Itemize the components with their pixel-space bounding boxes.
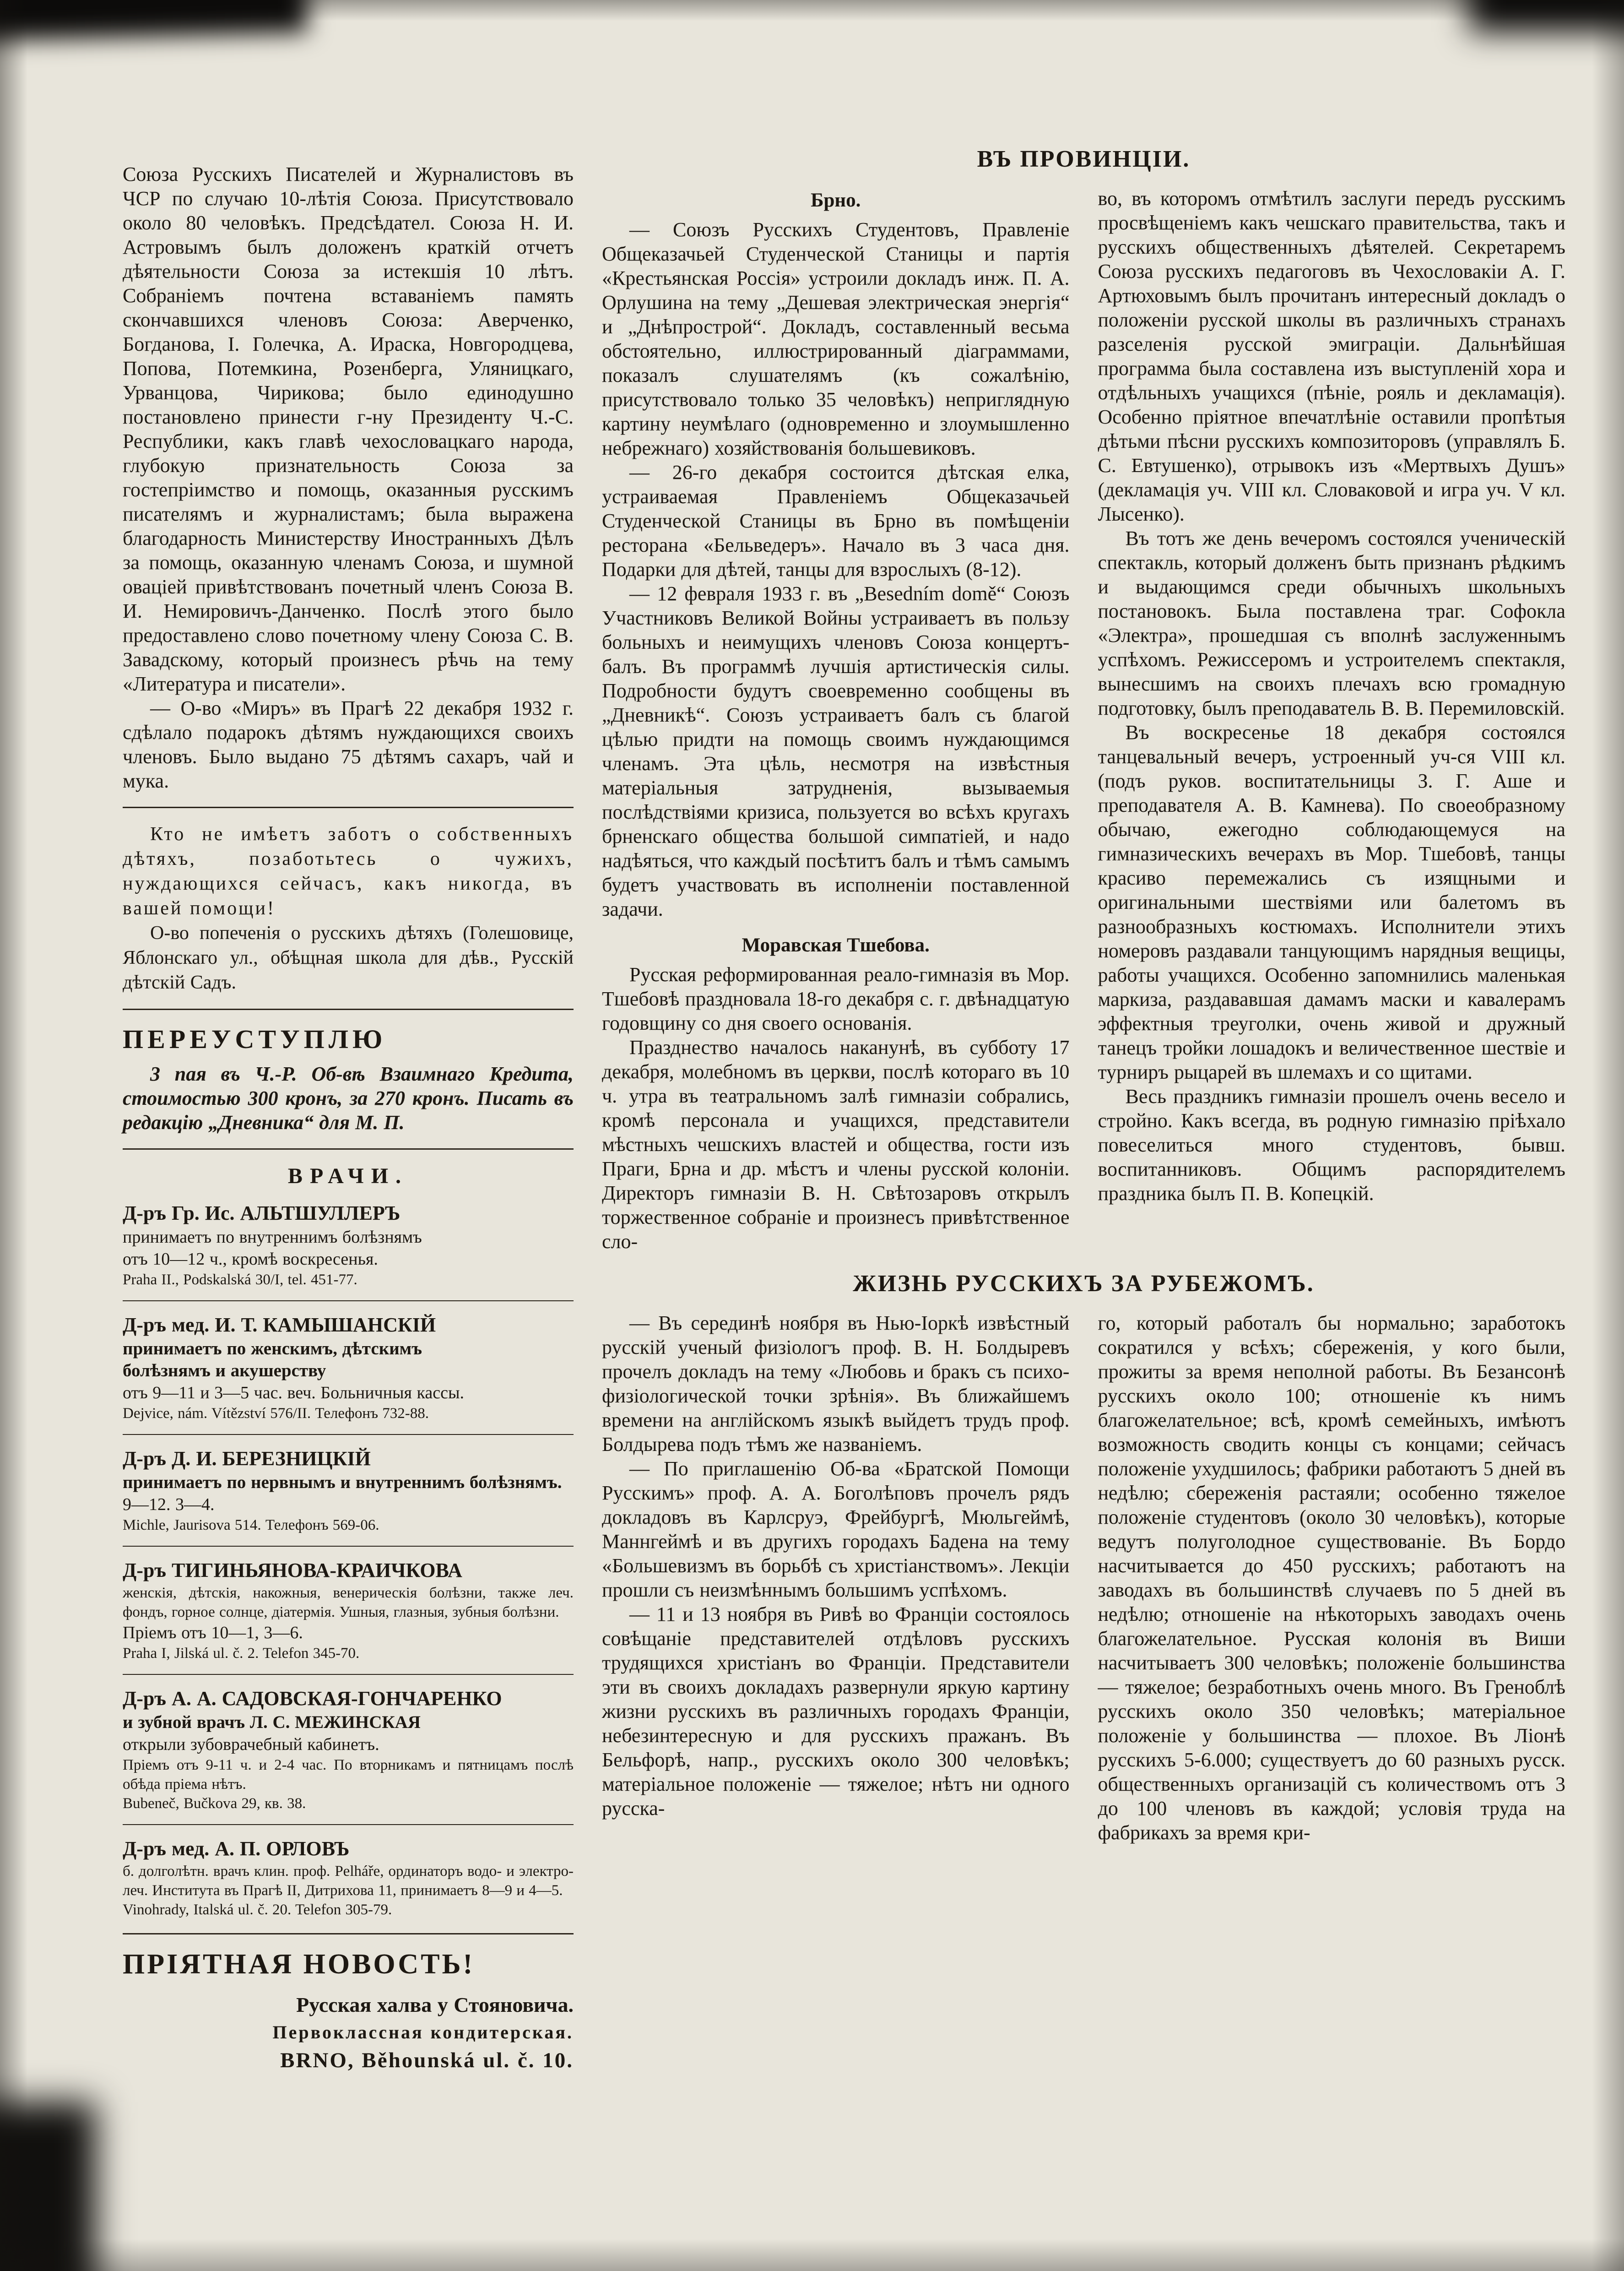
middle-column-upper	[602, 186, 1070, 1254]
divider-rule	[123, 1148, 574, 1150]
doctor-ad-line: Д-ръ мед. А. П. ОРЛОВЪ	[123, 1837, 350, 1860]
doctor-ad-line: принимаетъ по нервнымъ и внутреннимъ болѣзнямъ.	[123, 1472, 562, 1492]
scan-edge-right	[1592, 0, 1624, 2271]
doctor-ad-line: б. долголѣтн. врачъ клин. проф. Pelháře, ординаторъ водо- и электро-леч. Института въ Прагѣ II, Дитрихова 11, принимаетъ 8—9 и 4—5.	[123, 1863, 574, 1899]
scan-edge-top-left	[0, 0, 308, 41]
pleasant-news-title: ПРІЯТНАЯ НОВОСТЬ!	[123, 1949, 475, 1980]
article-paragraph: Русская реформированная реало-гимназія въ Мор. Тшебовѣ праздновала 18-го декабря с. г. двѣнадцатую годовщину со дня своего основанія.	[602, 963, 1070, 1034]
doctor-ad-line: болѣзнямъ и акушерству	[123, 1361, 326, 1380]
divider-rule	[123, 1009, 574, 1010]
article-paragraph: — 11 и 13 ноября въ Ривѣ во Франціи состоялось совѣщаніе представителей отдѣловъ русскихъ трудящихся христіанъ во Франціи. Представители эти въ своихъ докладахъ развернули яркую картину жизни русскихъ въ различныхъ городахъ Франціи, небезинтересную и для русскихъ пражанъ. Въ Бельфорѣ, напр., русскихъ около 300 человѣкъ; матеріальное положеніе — тяжелое; нѣтъ ни одного русска-	[602, 1603, 1070, 1820]
doctor-ad-line: Vinohrady, Italská ul. č. 20. Telefon 305-79.	[123, 1902, 392, 1918]
trebova-news-part1	[602, 962, 1070, 1254]
right-column-lower	[1098, 1311, 1566, 1845]
halva-ad-line: Первоклассная кондитерская.	[272, 2022, 574, 2043]
classified-ad-text: 3 пая въ Ч.-Р. Об-вѣ Взаимнаго Кредита, стоимостью 300 кронъ, за 270 кронъ. Писать въ редакцію „Дневника“ для М. П.	[123, 1063, 574, 1134]
abroad-columns	[602, 1311, 1565, 1845]
doctor-ad-orlov	[123, 1836, 574, 1919]
children-charity-appeal	[123, 822, 574, 995]
scan-edge-top	[0, 0, 1624, 21]
middle-column-lower	[602, 1311, 1070, 1820]
article-paragraph: — По приглашенію Об-ва «Братской Помощи Русскимъ» проф. А. А. Боголѣповъ прочелъ рядъ докладовъ въ Карлсруэ, Фрейбургѣ, Мюльгеймѣ, Маннгеймѣ и въ другихъ городахъ Бадена на тему «Большевизмъ въ борьбѣ съ христіанствомъ». Лекціи прошли съ неизмѣннымъ большимъ успѣхомъ.	[602, 1457, 1070, 1601]
doctor-ad-line: Д-ръ ТИГИНЬЯНОВА-КРАИЧКОВА	[123, 1559, 462, 1581]
article-paragraph: — Союзъ Русскихъ Студентовъ, Правленіе Общеказачьей Студенческой Станицы и партія «Крестьянская Россія» устроили докладъ инж. П. А. Орлушина на тему „Дешевая электрическая энергія“ и „Днѣпрострой“. Докладъ, составленный весьма обстоятельно, иллюстрированный діаграммами, показалъ слушателямъ (къ сожалѣнію, присутствовало только 35 человѣкъ) неприглядную картину неумѣлаго (одновременно и злоумышленно небрежнаго) хозяйствованія большевиковъ.	[602, 218, 1070, 459]
doctor-ad-line: Пріемъ отъ 10—1, 3—6.	[123, 1623, 303, 1642]
scan-edge-left	[0, 0, 27, 2271]
article-paragraph: Въ тотъ же день вечеромъ состоялся ученическій спектакль, который долженъ быть признанъ рѣдкимъ и выдающимся среди обычныхъ школьныхъ постановокъ. Была поставлена траг. Софокла «Электра», прошедшая съ вполнѣ заслуженнымъ успѣхомъ. Режиссеромъ и устроителемъ спектакля, вынесшимъ на своихъ плечахъ всю громадную подготовку, былъ преподаватель В. В. Перемиловскій.	[1098, 527, 1565, 719]
halva-ad	[123, 1991, 574, 2075]
article-paragraph: — 12 февраля 1933 г. въ „Besedním domě“ Союзъ Участниковъ Великой Войны устраиваетъ въ пользу больныхъ и неимущихъ членовъ Союза концертъ-балъ. Въ программѣ лучшія артистическія силы. Подробности будутъ своевременно сообщены въ „Дневникѣ“. Союзъ устраиваетъ балъ съ благой цѣлью придти на помощь своимъ нуждающимся членамъ. Эта цѣль, несмотря на извѣстныя матеріальныя затрудненія, вызываемыя послѣдствіями кризиса, пользуется во всѣхъ кругахъ брненскаго общества большой симпатіей, и надо надѣяться, что каждый посѣтитъ балъ и тѣмъ самымъ будетъ участвовать въ исполненіи поставленной задачи.	[602, 582, 1070, 920]
subheading-moravska-trebova: Моравская Тшебова.	[742, 934, 930, 956]
doctor-ad-line: и зубной врачъ Л. С. МЕЖИНСКАЯ	[123, 1712, 421, 1732]
doctor-ad-line: отъ 9—11 и 3—5 час. веч. Больничныя кассы.	[123, 1383, 465, 1402]
divider-rule	[123, 1300, 574, 1301]
article-paragraph: — 26-го декабря состоится дѣтская елка, устраиваемая Правленіемъ Общеказачьей Студенческой Станицы въ Брно въ помѣщеніи ресторана «Бельведеръ». Начало въ 3 часа дня. Подарки для дѣтей, танцы для взрослыхъ (8-12).	[602, 461, 1070, 581]
doctor-ad-line: Michle, Jaurisova 514. Телефонъ 569-06.	[123, 1517, 379, 1533]
doctor-ad-tiginyanova	[123, 1558, 574, 1663]
article-paragraph: — Въ серединѣ ноября въ Нью-Іоркѣ извѣстный русскій ученый физіологъ проф. В. Н. Болдыревъ прочелъ докладъ на тему «Любовь и бракъ съ психо-физіологической точки зрѣнія». Въ ближайшемъ времени на англійскомъ языкѣ выйдетъ трудъ проф. Болдырева подъ тѣмъ же названіемъ.	[602, 1312, 1070, 1456]
article-paragraph: во, въ которомъ отмѣтилъ заслуги передъ русскимъ просвѣщеніемъ какъ чешскаго правительства, такъ и русскихъ общественныхъ дѣятелей. Секретаремъ Союза русскихъ педагоговъ въ Чехословакіи А. Г. Артюховымъ былъ прочитанъ интересный докладъ о положеніи русской школы въ различныхъ странахъ разселенія русской эмиграціи. Дальнѣйшая программа была составлена изъ выступленій хора и отдѣльныхъ учащихся (пѣніе, рояль и декламація). Особенно пріятное впечатлѣніе оставили пропѣтыя дѣтьми пѣсни русскихъ композиторовъ (управлялъ Б. С. Евтушенко), отрывокъ изъ «Мертвыхъ Душъ» (декламація уч. VIII кл. Словаковой и игра уч. V кл. Лысенко).	[1098, 187, 1565, 525]
province-and-abroad-region	[602, 146, 1565, 2075]
halva-ad-line: Русская халва у Стояновича.	[296, 1993, 574, 2016]
divider-rule	[123, 1434, 574, 1435]
doctor-ad-line: Dejvice, nám. Vítězství 576/II. Телефонъ 732-88.	[123, 1405, 429, 1422]
article-paragraph: го, который работалъ бы нормально; заработокъ сократился у всѣхъ; сбереженія, у кого были, прожиты за время неполной работы. Въ Безансонѣ русскихъ около 100; отношеніе къ нимъ благожелательное; всѣ, кромѣ семейныхъ, имѣютъ возможность сводить концы съ концами; сейчасъ положеніе ухудшилось; фабрики работаютъ 5 дней въ недѣлю; сбереженія растаяли; особенно тяжелое положеніе студентовъ (около 30 человѣкъ), которые ведутъ полуголодное существованіе. Въ Бордо насчитывается до 450 русскихъ; работаютъ на заводахъ въ большинствѣ случаевъ по 5 дней въ недѣлю; отношеніе на нѣкоторыхъ заводахъ очень благожелательное. Русская колонія въ Виши насчитываетъ 300 человѣкъ; положеніе большинства — тяжелое; безработныхъ очень много. Въ Греноблѣ русскихъ около 350 человѣкъ; матеріальное положеніе у большинства — плохое. Въ Ліонѣ русскихъ 5-6.000; существуетъ до 60 разныхъ русск. общественныхъ организацій съ количествомъ отъ 3 до 100 членовъ въ каждой; условія труда на фабрикахъ за время кри-	[1098, 1312, 1565, 1844]
scan-edge-bottom	[0, 2239, 1624, 2271]
doctor-ad-line: Praha I, Jilská ul. č. 2. Telefon 345-70.	[123, 1645, 360, 1662]
doctor-ad-line: Praha II., Podskalská 30/I, tel. 451-77.	[123, 1271, 357, 1288]
right-column-upper	[1098, 186, 1566, 1206]
section-title-province: ВЪ ПРОВИНЦІИ.	[977, 146, 1191, 172]
halva-ad-line: BRNO, Běhounská ul. č. 10.	[280, 2048, 574, 2072]
scan-edge-bottom-left	[0, 2102, 96, 2271]
appeal-text: О-во попеченія о русскихъ дѣтяхъ (Голешовице, Яблонскаго ул., обѣщная школа для дѣв., Русскій дѣтскій Садъ.	[123, 923, 574, 993]
article-paragraph: Празднество началось наканунѣ, въ субботу 17 декабря, молебномъ въ церкви, послѣ котораго въ 10 ч. утра въ театральномъ залѣ гимназіи собрались, кромѣ персонала и учащихся, представители мѣстныхъ чешскихъ властей и общества, гости изъ Праги, Брна и др. мѣстъ и члены русской колоніи. Директоръ гимназіи В. Н. Свѣтозаровъ открылъ торжественное собраніе и произнесъ привѣтственное сло-	[602, 1036, 1070, 1253]
divider-rule	[123, 1674, 574, 1675]
doctor-ad-line: Bubeneč, Bučkova 29, кв. 38.	[123, 1795, 306, 1812]
doctor-ad-altshuller	[123, 1201, 574, 1289]
classified-ad-title: ПЕРЕУСТУПЛЮ	[123, 1024, 387, 1054]
brno-news	[602, 217, 1070, 921]
doctor-ad-kamyshansky	[123, 1312, 574, 1423]
doctor-ad-line: женскія, дѣтскія, накожныя, венерическія болѣзни, также леч. фондъ, горное солнце, діатермія. Ушныя, глазныя, зубныя болѣзни.	[123, 1585, 574, 1620]
doctor-ad-line: 9—12. 3—4.	[123, 1495, 215, 1514]
divider-rule	[123, 1546, 574, 1547]
trebova-news-part2	[1098, 186, 1566, 1206]
union-anniversary-report: Союза Русскихъ Писателей и Журналистовъ въ ЧСР по случаю 10-лѣтія Союза. Присутствовало около 80 человѣкъ. Предсѣдател. Союза Н. И. Астровымъ былъ доложенъ краткій отчетъ дѣятельности Союза за истекшія 10 лѣтъ. Собраніемъ почтена вставаніемъ память скончавшихся членовъ Союза: Аверченко, Богданова, І. Голечка, А. Ираска, Новгородцева, Попова, Потемкина, Розенберга, Уляницкаго, Урванцова, Чирикова; было единодушно постановлено принести г-ну Президенту Ч.-С. Республики, какъ главѣ чехословацкаго народа, глубокую признательность Союза за гостепріимство и помощь, оказанныя русскимъ писателямъ и журналистамъ; была выражена благодарность Министерству Иностранныхъ Дѣлъ за помощь, оказанную членамъ Союза, и шумной оваціей привѣтствованъ почетный членъ Союза В. И. Немировичъ-Данченко. Послѣ этого было предоставлено слово почетному члену Союза С. В. Завадскому, который произнесъ рѣчь на тему «Литература и писатели».	[123, 163, 574, 695]
scan-edge-top-right	[1468, 0, 1624, 32]
doctor-ad-line: Д-ръ Гр. Ис. АЛЬТШУЛЛЕРЪ	[123, 1202, 401, 1224]
mir-society-note: — О-во «Миръ» въ Прагѣ 22 декабря 1932 г. сдѣлало подарокъ дѣтямъ нуждающихся своихъ членовъ. Было выдано 75 дѣтямъ сахаръ, чай и мука.	[123, 697, 574, 792]
doctor-ad-line: открыли зубоврачебный кабинетъ.	[123, 1735, 379, 1754]
article-paragraph: Въ воскресенье 18 декабря состоялся танцевальный вечеръ, устроенный уч-ся VIII кл. (подъ руков. воспитательницы З. Г. Аше и преподавателя А. В. Камнева). По своеобразному обычаю, ежегодно соблюдающемуся на гимназическихъ вечерахъ въ Мор. Тшебовѣ, танцы красиво перемежались съ изящными и оригинальными шествіями или балетомъ въ разнообразныхъ костюмахъ. Исполнители этихъ номеровъ раздавали танцующимъ нарядныя вещицы, работы учащихся. Особенно запомнились маленькая маркиза, раздававшая дамамъ маски и кавалерамъ эффектныя треуголки, очень живой и дружный танецъ тройки лошадокъ и величественное шествіе и турниръ рыцарей въ шлемахъ и со щитами.	[1098, 721, 1565, 1083]
doctor-ad-bereznitsky	[123, 1446, 574, 1535]
province-columns	[602, 186, 1565, 1254]
divider-rule	[123, 1933, 574, 1934]
section-title-abroad: ЖИЗНЬ РУССКИХЪ ЗА РУБЕЖОМЪ.	[853, 1271, 1315, 1297]
doctor-ad-line: принимаетъ по женскимъ, дѣтскимъ	[123, 1339, 422, 1358]
doctor-ad-line: Д-ръ Д. И. БЕРЕЗНИЦКІЙ	[123, 1447, 371, 1470]
page-content	[123, 146, 1565, 2075]
divider-rule	[123, 807, 574, 808]
article-paragraph: Весь праздникъ гимназіи прошелъ очень весело и стройно. Какъ всегда, въ родную гимназію пріѣхало повеселиться много студентовъ, бывш. воспитанниковъ. Общимъ распорядителемъ праздника былъ П. В. Копецкій.	[1098, 1085, 1565, 1205]
left-column	[123, 146, 574, 2075]
doctor-ad-line: принимаетъ по внутреннимъ болѣзнямъ	[123, 1228, 422, 1247]
doctor-ad-line: отъ 10—12 ч., кромѣ воскресенья.	[123, 1250, 378, 1269]
doctor-ad-sadovskaya-mezhinskaya	[123, 1686, 574, 1813]
divider-rule	[123, 1824, 574, 1825]
subheading-brno: Брно.	[811, 190, 861, 211]
doctor-ad-line: Д-ръ мед. И. Т. КАМЫШАНСКІЙ	[123, 1314, 436, 1336]
doctors-section-title: ВРАЧИ.	[287, 1164, 409, 1188]
doctor-ad-line: Д-ръ А. А. САДОВСКАЯ-ГОНЧАРЕНКО	[123, 1687, 502, 1710]
appeal-text: Кто не имѣетъ заботъ о собственныхъ дѣтяхъ, позаботьтесь о чужихъ, нуждающихся сейчасъ, какъ никогда, въ вашей помощи!	[123, 824, 574, 919]
doctor-ad-line: Пріемъ отъ 9-11 ч. и 2-4 час. По вторникамъ и пятницамъ послѣ обѣда пріема нѣтъ.	[123, 1757, 574, 1793]
